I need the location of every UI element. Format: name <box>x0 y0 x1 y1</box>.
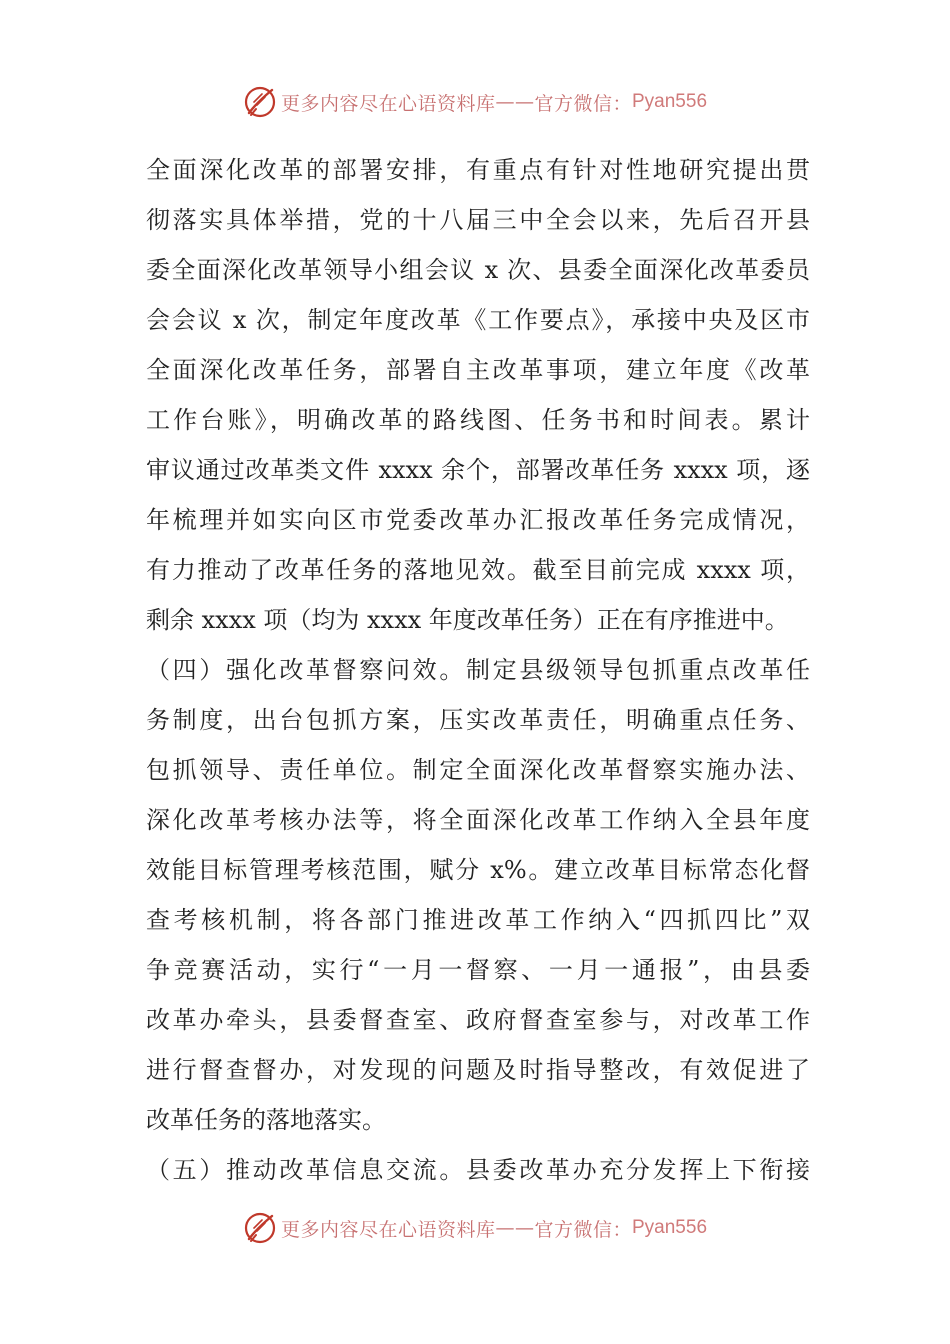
watermark-brand-text: 更多内容尽在心语资料库 <box>280 92 496 115</box>
text-line: 全面深化改革任务，部署自主改革事项，建立年度《改革 <box>146 356 810 384</box>
text-line: 争竞赛活动，实行“一月一督察、一月一通报”，由县委 <box>146 956 810 984</box>
text-line: 务制度，出台包抓方案，压实改革责任，明确重点任务、 <box>146 706 810 734</box>
text-line: 包抓领导、责任单位。制定全面深化改革督察实施办法、 <box>146 756 810 784</box>
text-line: 审议通过改革类文件 xxxx 余个，部署改革任务 xxxx 项，逐 <box>146 456 810 484</box>
text-line: 查考核机制，将各部门推进改革工作纳入“四抓四比”双 <box>146 906 810 934</box>
watermark-separator: —— <box>495 91 535 113</box>
text-line: 有力推动了改革任务的落地见效。截至目前完成 xxxx 项， <box>146 556 810 584</box>
text-line: 年梳理并如实向区市党委改革办汇报改革任务完成情况， <box>146 506 810 534</box>
text-line: 进行督查督办，对发现的问题及时指导整改，有效促进了 <box>146 1056 810 1084</box>
text-line: 深化改革考核办法等，将全面深化改革工作纳入全县年度 <box>146 806 810 834</box>
section-four <box>146 645 810 1145</box>
text-line: 改革任务的落地落实。 <box>146 1106 386 1134</box>
text-line: 效能目标管理考核范围，赋分 x%。建立改革目标常态化督 <box>146 856 810 884</box>
watermark-contact-label: 官方微信： <box>534 92 632 115</box>
watermark-separator: —— <box>495 1217 535 1239</box>
watermark-banner-top <box>0 82 950 122</box>
watermark-contact-id: Pyan556 <box>632 91 708 112</box>
text-line: 剩余 xxxx 项（均为 xxxx 年度改革任务）正在有序推进中。 <box>146 606 789 634</box>
text-line: 工作台账》，明确改革的路线图、任务书和时间表。累计 <box>146 406 810 434</box>
section-heading-line: （四）强化改革督察问效。制定县级领导包抓重点改革任 <box>146 656 810 684</box>
feather-pen-circle-logo <box>243 85 277 119</box>
paragraph-continuation <box>146 145 810 645</box>
text-line: 委全面深化改革领导小组会议 x 次、县委全面深化改革委员 <box>146 256 810 284</box>
text-line: 全面深化改革的部署安排，有重点有针对性地研究提出贯 <box>146 156 810 184</box>
text-line: 彻落实具体举措，党的十八届三中全会以来，先后召开县 <box>146 206 810 234</box>
watermark-brand-text: 更多内容尽在心语资料库 <box>280 1218 496 1241</box>
section-five <box>146 1145 810 1195</box>
document-body <box>146 145 810 1195</box>
section-heading-line: （五）推动改革信息交流。县委改革办充分发挥上下衔接 <box>146 1156 810 1184</box>
watermark-contact-label: 官方微信： <box>534 1218 632 1241</box>
text-line: 会会议 x 次，制定年度改革《工作要点》，承接中央及区市 <box>146 306 810 334</box>
watermark-contact-id: Pyan556 <box>632 1217 708 1238</box>
text-line: 改革办牵头，县委督查室、政府督查室参与，对改革工作 <box>146 1006 810 1034</box>
watermark-banner-bottom <box>0 1208 950 1248</box>
feather-pen-circle-logo <box>243 1211 277 1245</box>
